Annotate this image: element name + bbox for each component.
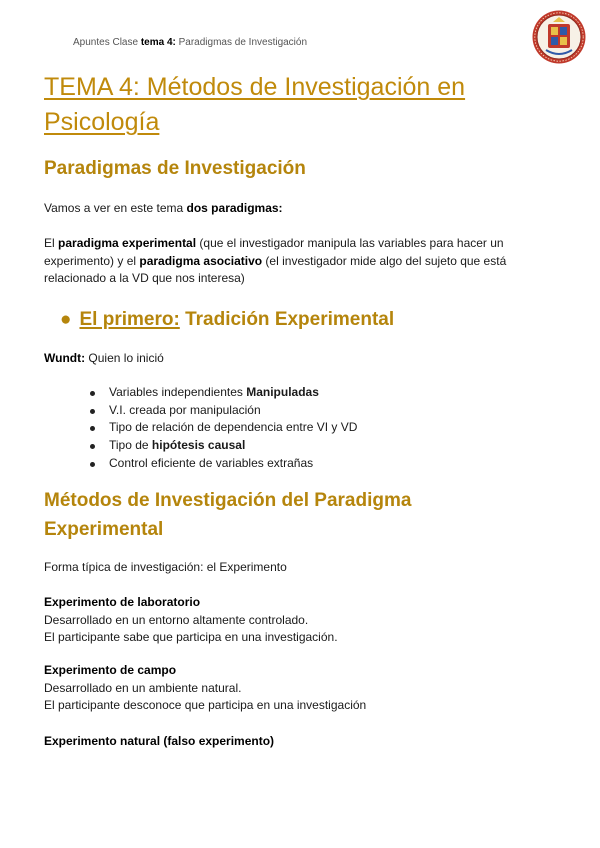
document-title: TEMA 4: Métodos de Investigación en Psicología [44, 73, 466, 136]
wundt-text: Quien lo inició [85, 351, 164, 365]
header-prefix: Apuntes Clase [73, 37, 141, 48]
list-item-text: Variables independientes [109, 385, 247, 399]
list-item [88, 437, 357, 455]
list-item-bold: hipótesis causal [151, 438, 246, 453]
first-label: El primero: [79, 309, 180, 330]
para-bold-experimental: paradigma experimental [58, 236, 197, 250]
list-item-text: Control eficiente de variables extrañas [109, 455, 314, 470]
para-bold-asociativo: paradigma asociativo [139, 253, 263, 268]
heading-line-2: Experimental [44, 519, 164, 540]
header-bold: tema 4: [140, 37, 176, 48]
list-item [88, 419, 357, 437]
natural-title: Experimento natural (falso experimento) [44, 734, 275, 748]
bullet-dot-icon: ● [60, 309, 72, 330]
list-item [88, 455, 357, 473]
section-heading-paradigmas: Paradigmas de Investigación [44, 158, 306, 179]
first-tradition-heading [60, 306, 394, 334]
list-item [88, 402, 357, 420]
field-line-2: El participante desconoce que participa en una investigación [44, 698, 367, 712]
field-experiment-block [44, 662, 564, 715]
section-heading-metodos [44, 486, 411, 544]
list-item-text: V.I. creada por manipulación [109, 402, 261, 417]
list-item-text: Tipo de relación de dependencia entre VI y VD [109, 420, 358, 435]
heading-line-1: Métodos de Investigación del Paradigma [44, 490, 412, 511]
header-suffix: Paradigmas de Investigación [175, 37, 308, 48]
list-item [88, 384, 357, 402]
first-title: Tradición Experimental [179, 309, 395, 330]
lab-line-2: El participante sabe que participa en una investigación. [44, 630, 338, 644]
wundt-label: Wundt: [44, 351, 86, 365]
natural-experiment-block [44, 733, 564, 751]
field-line-1: Desarrollado en un ambiente natural. [44, 680, 242, 695]
list-item-text: Tipo de [109, 438, 152, 453]
field-title: Experimento de campo [44, 663, 177, 677]
lab-experiment-block [44, 594, 564, 647]
university-seal-icon [532, 10, 586, 64]
para-text-3: (el investigador mide algo del sujeto que está relacionado a la VD que nos interesa) [44, 253, 507, 285]
lab-title: Experimento de laboratorio [44, 595, 201, 609]
wundt-line [44, 350, 564, 368]
paradigms-paragraph [44, 235, 564, 288]
lab-line-1: Desarrollado en un entorno altamente controlado. [44, 612, 309, 627]
para-text-2: (que el investigador manipula las variables para hacer un experimento) y el [44, 236, 504, 268]
intro-bold: dos paradigmas: [186, 201, 283, 215]
running-header [73, 37, 307, 48]
intro-paragraph [44, 200, 564, 218]
para-text-1: El [44, 236, 59, 250]
experiment-intro: Forma típica de investigación: el Experimento [44, 560, 287, 574]
characteristics-list [88, 384, 357, 473]
intro-text: Vamos a ver en este tema [44, 201, 187, 215]
list-item-bold: Manipuladas [246, 385, 319, 399]
